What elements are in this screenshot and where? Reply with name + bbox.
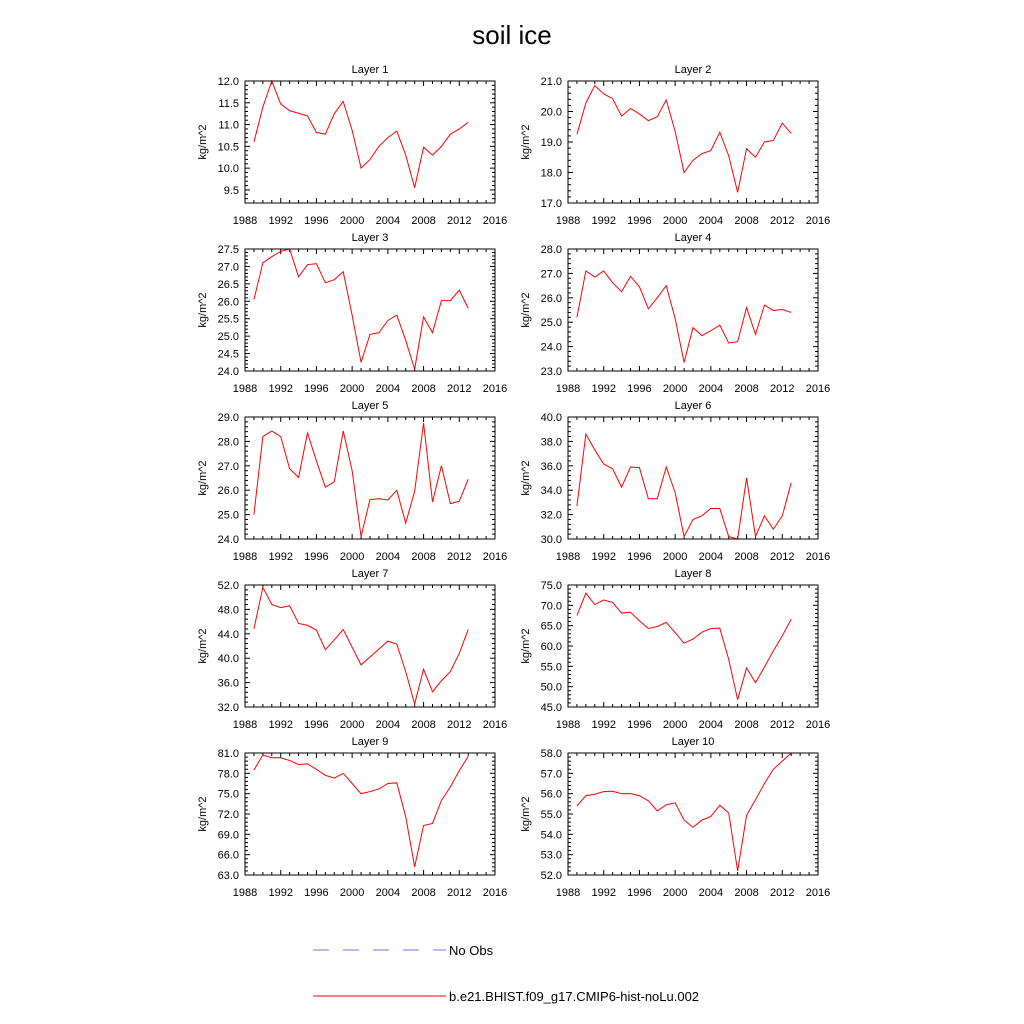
- x-tick-label: 1988: [232, 215, 258, 227]
- panel-title: Layer 9: [351, 736, 389, 748]
- y-tick-label: 24.5: [217, 348, 239, 361]
- y-tick-label: 9.5: [223, 184, 239, 197]
- x-tick-label: 2016: [805, 719, 831, 731]
- y-tick-label: 55.0: [540, 661, 562, 674]
- y-tick-label: 52.0: [540, 870, 562, 882]
- x-tick-label: 1988: [555, 719, 581, 731]
- x-tick-label: 2004: [698, 383, 724, 395]
- y-tick-label: 26.5: [217, 278, 239, 291]
- x-tick-label: 2000: [339, 215, 365, 227]
- x-tick-label: 2008: [734, 383, 759, 395]
- x-tick-label: 2008: [411, 383, 436, 395]
- x-tick-label: 1996: [304, 719, 329, 731]
- plot-frame: [568, 417, 818, 539]
- series-line-model: [577, 753, 791, 871]
- x-tick-label: 2012: [770, 215, 795, 227]
- x-tick-label: 2004: [375, 215, 401, 227]
- x-tick-label: 1996: [304, 887, 329, 899]
- plot-frame: [245, 417, 495, 539]
- x-tick-label: 1996: [304, 551, 329, 563]
- x-tick-label: 2004: [698, 719, 724, 731]
- y-tick-label: 55.0: [540, 809, 562, 821]
- panel-title: Layer 6: [674, 400, 712, 412]
- x-tick-label: 2004: [375, 887, 401, 899]
- x-tick-label: 2008: [411, 887, 436, 899]
- series-line-model: [577, 434, 791, 539]
- y-axis-label: kg/m^2: [520, 124, 532, 160]
- y-tick-label: 26.0: [217, 296, 239, 309]
- x-tick-label: 2012: [770, 719, 795, 731]
- y-tick-label: 18.0: [540, 167, 562, 180]
- x-tick-label: 2012: [770, 551, 795, 563]
- x-tick-label: 2012: [770, 383, 795, 395]
- y-tick-label: 21.0: [540, 76, 562, 88]
- x-tick-label: 1996: [627, 551, 652, 563]
- x-tick-label: 2016: [482, 551, 508, 563]
- x-tick-label: 2012: [770, 887, 795, 899]
- plot-frame: [245, 81, 495, 203]
- x-tick-label: 2008: [734, 887, 759, 899]
- y-axis-label: kg/m^2: [520, 292, 532, 328]
- x-tick-label: 2012: [447, 551, 472, 563]
- series-line-model: [577, 271, 791, 363]
- y-tick-label: 65.0: [540, 620, 562, 633]
- y-tick-label: 24.0: [217, 534, 239, 546]
- y-tick-label: 28.0: [540, 244, 562, 256]
- plot-frame: [245, 753, 495, 875]
- panel-title: Layer 3: [351, 232, 389, 244]
- x-tick-label: 1992: [591, 383, 616, 395]
- legend: [313, 943, 699, 1004]
- legend-obs-label: No Obs: [449, 943, 494, 958]
- y-tick-label: 28.0: [217, 436, 239, 449]
- x-tick-label: 2000: [662, 887, 688, 899]
- x-tick-label: 2004: [375, 551, 401, 563]
- x-tick-label: 2012: [447, 719, 472, 731]
- x-tick-label: 2016: [482, 887, 508, 899]
- legend-model-label: b.e21.BHIST.f09_g17.CMIP6-hist-noLu.002: [449, 989, 700, 1004]
- y-tick-label: 34.0: [540, 485, 562, 498]
- y-tick-label: 52.0: [217, 580, 239, 592]
- y-tick-label: 27.0: [540, 268, 562, 281]
- y-axis-label: kg/m^2: [197, 124, 209, 160]
- x-tick-label: 1996: [304, 215, 329, 227]
- series-line-model: [254, 423, 468, 536]
- y-tick-label: 45.0: [540, 702, 562, 714]
- y-tick-label: 32.0: [217, 702, 239, 714]
- y-tick-label: 53.0: [540, 849, 562, 862]
- y-tick-label: 25.0: [540, 317, 562, 330]
- plot-frame: [568, 81, 818, 203]
- x-tick-label: 2012: [447, 215, 472, 227]
- x-tick-label: 1992: [268, 719, 293, 731]
- x-tick-label: 2000: [662, 719, 688, 731]
- y-tick-label: 40.0: [540, 412, 562, 424]
- x-tick-label: 1992: [268, 887, 293, 899]
- x-tick-label: 2000: [339, 719, 365, 731]
- panel-layer-4: [520, 232, 830, 395]
- y-tick-label: 10.0: [217, 163, 239, 176]
- x-tick-label: 2008: [734, 551, 759, 563]
- x-tick-label: 2008: [411, 215, 436, 227]
- panel-layer-7: [197, 568, 507, 731]
- y-tick-label: 69.0: [217, 829, 239, 842]
- plot-frame: [245, 585, 495, 707]
- y-tick-label: 24.0: [217, 366, 239, 378]
- plot-frame: [568, 753, 818, 875]
- panel-layer-10: [520, 736, 830, 899]
- x-tick-label: 2000: [662, 383, 688, 395]
- y-tick-label: 25.0: [217, 509, 239, 522]
- y-axis-label: kg/m^2: [197, 628, 209, 664]
- y-tick-label: 27.0: [217, 261, 239, 274]
- x-tick-label: 1988: [232, 719, 258, 731]
- x-tick-label: 2016: [805, 551, 831, 563]
- x-tick-label: 1992: [268, 215, 293, 227]
- panel-title: Layer 7: [351, 568, 389, 580]
- panel-layer-2: [520, 64, 830, 227]
- y-axis-label: kg/m^2: [197, 460, 209, 496]
- y-tick-label: 17.0: [540, 198, 562, 210]
- y-tick-label: 48.0: [217, 604, 239, 617]
- x-tick-label: 2008: [734, 215, 759, 227]
- panel-layer-9: [197, 736, 507, 899]
- series-line-model: [254, 249, 468, 369]
- x-tick-label: 2000: [662, 551, 688, 563]
- x-tick-label: 2016: [805, 215, 831, 227]
- x-tick-label: 2008: [411, 551, 436, 563]
- y-tick-label: 38.0: [540, 436, 562, 449]
- x-tick-label: 1992: [591, 215, 616, 227]
- y-tick-label: 60.0: [540, 641, 562, 653]
- y-tick-label: 30.0: [540, 534, 562, 546]
- x-tick-label: 2000: [339, 551, 365, 563]
- y-axis-label: kg/m^2: [197, 796, 209, 832]
- y-tick-label: 11.0: [218, 119, 239, 132]
- x-tick-label: 2004: [375, 719, 401, 731]
- x-tick-label: 2004: [375, 383, 401, 395]
- x-tick-label: 2000: [339, 887, 365, 899]
- y-tick-label: 23.0: [540, 366, 562, 378]
- x-tick-label: 1992: [591, 551, 616, 563]
- x-tick-label: 1996: [627, 215, 652, 227]
- plot-frame: [568, 585, 818, 707]
- series-line-model: [577, 593, 791, 700]
- y-tick-label: 10.5: [217, 141, 239, 154]
- panel-title: Layer 8: [674, 568, 712, 580]
- y-tick-label: 24.0: [540, 341, 562, 354]
- y-tick-label: 56.0: [540, 788, 562, 801]
- figure-title: soil ice: [472, 20, 552, 50]
- y-tick-label: 75.0: [540, 580, 562, 592]
- x-tick-label: 1996: [304, 383, 329, 395]
- x-tick-label: 2016: [482, 215, 508, 227]
- x-tick-label: 1992: [591, 719, 616, 731]
- panel-title: Layer 10: [671, 736, 715, 748]
- y-tick-label: 50.0: [540, 681, 562, 694]
- y-tick-label: 25.5: [217, 313, 239, 326]
- y-axis-label: kg/m^2: [520, 628, 532, 664]
- y-axis-label: kg/m^2: [520, 460, 532, 496]
- panel-title: Layer 2: [674, 64, 712, 76]
- x-tick-label: 2000: [339, 383, 365, 395]
- series-line-model: [577, 86, 791, 193]
- panel-layer-8: [520, 568, 830, 731]
- panels-grid: [197, 64, 830, 899]
- y-tick-label: 27.0: [217, 460, 239, 473]
- panel-title: Layer 5: [351, 400, 389, 412]
- y-tick-label: 44.0: [217, 628, 239, 641]
- x-tick-label: 1992: [268, 551, 293, 563]
- y-axis-label: kg/m^2: [197, 292, 209, 328]
- y-tick-label: 25.0: [217, 331, 239, 344]
- x-tick-label: 2012: [447, 887, 472, 899]
- x-tick-label: 2004: [698, 887, 724, 899]
- x-tick-label: 1988: [555, 887, 581, 899]
- y-tick-label: 63.0: [217, 870, 239, 882]
- y-tick-label: 75.0: [217, 788, 239, 801]
- y-tick-label: 19.0: [540, 137, 562, 149]
- panel-layer-1: [197, 64, 507, 227]
- x-tick-label: 1988: [555, 215, 581, 227]
- x-tick-label: 2004: [698, 215, 724, 227]
- y-tick-label: 11.5: [218, 97, 239, 110]
- y-tick-label: 32.0: [540, 509, 562, 522]
- x-tick-label: 1992: [591, 887, 616, 899]
- y-tick-label: 27.5: [217, 244, 239, 256]
- series-line-model: [254, 755, 468, 867]
- y-tick-label: 81.0: [217, 748, 239, 760]
- y-tick-label: 26.0: [540, 292, 562, 305]
- y-tick-label: 40.0: [217, 653, 239, 666]
- x-tick-label: 2012: [447, 383, 472, 395]
- y-tick-label: 78.0: [217, 768, 239, 781]
- y-tick-label: 57.0: [540, 768, 562, 781]
- panel-layer-6: [520, 400, 830, 563]
- y-tick-label: 36.0: [540, 460, 562, 473]
- x-tick-label: 2000: [662, 215, 688, 227]
- x-tick-label: 2008: [411, 719, 436, 731]
- y-tick-label: 36.0: [217, 677, 239, 690]
- x-tick-label: 1988: [555, 383, 581, 395]
- y-axis-label: kg/m^2: [520, 796, 532, 832]
- series-line-model: [254, 587, 468, 704]
- panel-layer-3: [197, 232, 507, 395]
- x-tick-label: 1992: [268, 383, 293, 395]
- y-tick-label: 20.0: [540, 106, 562, 119]
- panel-title: Layer 1: [351, 64, 389, 76]
- y-tick-label: 58.0: [540, 748, 562, 760]
- x-tick-label: 1988: [232, 383, 258, 395]
- y-tick-label: 54.0: [540, 829, 562, 842]
- y-tick-label: 26.0: [217, 485, 239, 498]
- y-tick-label: 12.0: [217, 76, 239, 88]
- panel-layer-5: [197, 400, 507, 563]
- x-tick-label: 1988: [232, 887, 258, 899]
- x-tick-label: 2016: [805, 383, 831, 395]
- series-line-model: [254, 81, 468, 188]
- x-tick-label: 2016: [805, 887, 831, 899]
- x-tick-label: 1996: [627, 719, 652, 731]
- x-tick-label: 2008: [734, 719, 759, 731]
- x-tick-label: 1988: [555, 551, 581, 563]
- x-tick-label: 1988: [232, 551, 258, 563]
- x-tick-label: 2004: [698, 551, 724, 563]
- panel-title: Layer 4: [674, 232, 712, 244]
- y-tick-label: 70.0: [540, 600, 562, 613]
- y-tick-label: 29.0: [217, 412, 239, 424]
- plot-frame: [245, 249, 495, 371]
- x-tick-label: 2016: [482, 719, 508, 731]
- x-tick-label: 1996: [627, 887, 652, 899]
- y-tick-label: 66.0: [217, 849, 239, 862]
- y-tick-label: 72.0: [217, 809, 239, 821]
- x-tick-label: 2016: [482, 383, 508, 395]
- x-tick-label: 1996: [627, 383, 652, 395]
